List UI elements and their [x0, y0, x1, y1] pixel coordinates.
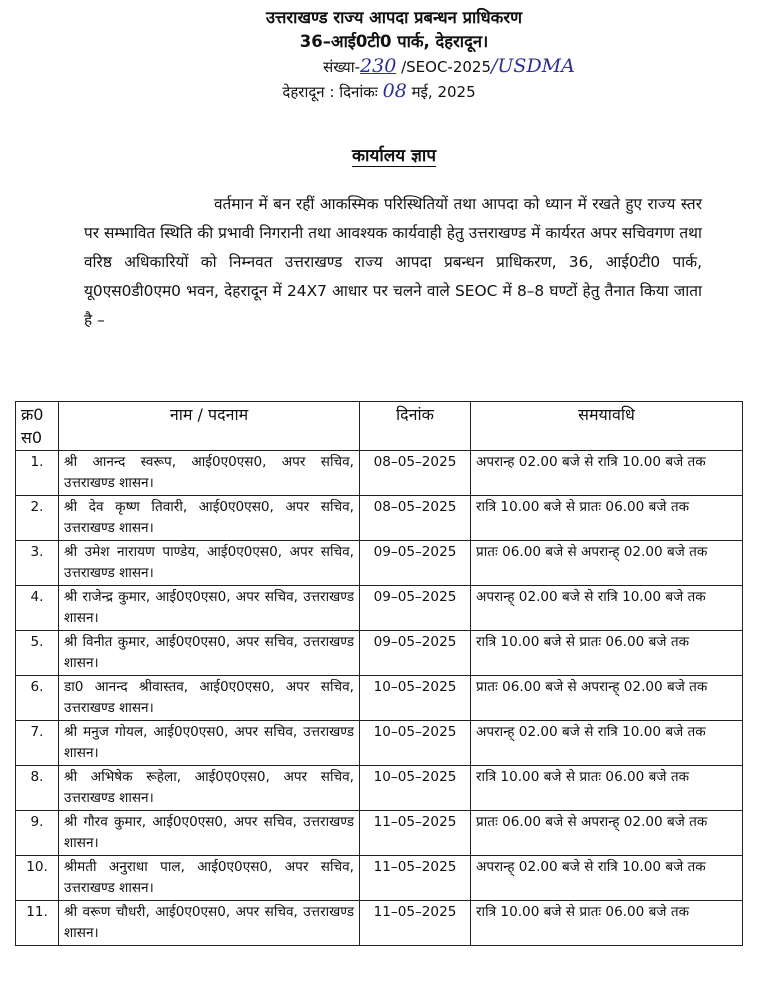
table-body: [16, 451, 743, 946]
table-row: [16, 901, 743, 946]
table-row: [16, 451, 743, 496]
table-row: [16, 631, 743, 676]
col-header-date: दिनांक: [360, 402, 471, 451]
body-paragraph: वर्तमान में बन रहीं आकस्मिक परिस्थितियों तथा आपदा को ध्यान में रखते हुए राज्य स्तर पर सम्भावित स्थिति की प्रभावी निगरानी तथा आवश्यक कार्यवाही हेतु उत्तराखण्ड में कार्यरत अपर सचिवगण तथा वरिष्ठ अधिकारियों को निम्नवत उत्तराखण्ड राज्य आपदा प्रबन्धन प्राधिकरण, 36, आई0टी0 पार्क, यू0एस0डी0एम0 भवन, देहरादून में 24X7 आधार पर चलने वाले SEOC में 8–8 घण्टों हेतु तैनात किया जाता है –: [84, 195, 702, 329]
date-cell: 10–05–2025: [360, 766, 471, 811]
col-header-name: नाम / पदनाम: [59, 402, 360, 451]
serial-cell: 6.: [16, 676, 59, 721]
serial-cell: 2.: [16, 496, 59, 541]
name-cell: श्री मनुज गोयल, आई0ए0एस0, अपर सचिव, उत्तराखण्ड शासन।: [59, 721, 360, 766]
name-cell: श्रीमती अनुराधा पाल, आई0ए0एस0, अपर सचिव, उत्तराखण्ड शासन।: [59, 856, 360, 901]
period-cell: प्रातः 06.00 बजे से अपरान्ह् 02.00 बजे तक: [471, 541, 743, 586]
date-cell: 10–05–2025: [360, 721, 471, 766]
date-cell: 09–05–2025: [360, 631, 471, 676]
period-cell: रात्रि 10.00 बजे से प्रातः 06.00 बजे तक: [471, 631, 743, 676]
date-rest: मई, 2025: [411, 83, 476, 101]
period-cell: अपरान्ह 02.00 बजे से रात्रि 10.00 बजे तक: [471, 451, 743, 496]
org-name: उत्तराखण्ड राज्य आपदा प्रबन्धन प्राधिकरण: [265, 8, 523, 27]
ref-suffix-handwritten: /USDMA: [491, 55, 575, 77]
serial-cell: 3.: [16, 541, 59, 586]
period-cell: रात्रि 10.00 बजे से प्रातः 06.00 बजे तक: [471, 496, 743, 541]
table-row: [16, 856, 743, 901]
letterhead: [0, 6, 758, 104]
serial-cell: 1.: [16, 451, 59, 496]
table-row: [16, 811, 743, 856]
ref-number-handwritten: 230: [360, 55, 397, 77]
name-cell: श्री विनीत कुमार, आई0ए0एस0, अपर सचिव, उत्तराखण्ड शासन।: [59, 631, 360, 676]
table-row: [16, 541, 743, 586]
period-cell: रात्रि 10.00 बजे से प्रातः 06.00 बजे तक: [471, 901, 743, 946]
table-row: [16, 766, 743, 811]
date-cell: 08–05–2025: [360, 451, 471, 496]
org-address: 36–आई0टी0 पार्क, देहरादून।: [299, 32, 489, 51]
serial-cell: 10.: [16, 856, 59, 901]
serial-cell: 5.: [16, 631, 59, 676]
period-cell: रात्रि 10.00 बजे से प्रातः 06.00 बजे तक: [471, 766, 743, 811]
period-cell: अपरान्ह् 02.00 बजे से रात्रि 10.00 बजे तक: [471, 856, 743, 901]
table-row: [16, 586, 743, 631]
name-cell: श्री देव कृष्ण तिवारी, आई0ए0एस0, अपर सचिव, उत्तराखण्ड शासन।: [59, 496, 360, 541]
name-cell: श्री आनन्द स्वरूप, आई0ए0एस0, अपर सचिव, उत्तराखण्ड शासन।: [59, 451, 360, 496]
name-cell: श्री अभिषेक रूहेला, आई0ए0एस0, अपर सचिव, उत्तराखण्ड शासन।: [59, 766, 360, 811]
ref-label: संख्या-: [323, 58, 361, 76]
period-cell: अपरान्ह् 02.00 बजे से रात्रि 10.00 बजे तक: [471, 586, 743, 631]
name-cell: श्री वरूण चौधरी, आई0ए0एस0, अपर सचिव, उत्तराखण्ड शासन।: [59, 901, 360, 946]
table-row: [16, 496, 743, 541]
date-cell: 09–05–2025: [360, 541, 471, 586]
date-cell: 11–05–2025: [360, 856, 471, 901]
serial-cell: 7.: [16, 721, 59, 766]
table-row: [16, 676, 743, 721]
issue-date: [0, 79, 758, 104]
date-cell: 09–05–2025: [360, 586, 471, 631]
serial-cell: 11.: [16, 901, 59, 946]
memo-title: कार्यालय ज्ञाप: [352, 146, 436, 166]
date-cell: 11–05–2025: [360, 811, 471, 856]
period-cell: अपरान्ह् 02.00 बजे से रात्रि 10.00 बजे तक: [471, 721, 743, 766]
date-cell: 08–05–2025: [360, 496, 471, 541]
serial-cell: 9.: [16, 811, 59, 856]
name-cell: श्री उमेश नारायण पाण्डेय, आई0ए0एस0, अपर सचिव, उत्तराखण्ड शासन।: [59, 541, 360, 586]
serial-cell: 8.: [16, 766, 59, 811]
period-cell: प्रातः 06.00 बजे से अपरान्ह् 02.00 बजे तक: [471, 811, 743, 856]
name-cell: श्री गौरव कुमार, आई0ए0एस0, अपर सचिव, उत्तराखण्ड शासन।: [59, 811, 360, 856]
name-cell: डा0 आनन्द श्रीवास्तव, आई0ए0एस0, अपर सचिव, उत्तराखण्ड शासन।: [59, 676, 360, 721]
date-cell: 11–05–2025: [360, 901, 471, 946]
col-header-period: समयावधि: [471, 402, 743, 451]
period-cell: प्रातः 06.00 बजे से अपरान्ह् 02.00 बजे तक: [471, 676, 743, 721]
serial-cell: 4.: [16, 586, 59, 631]
date-day-handwritten: 08: [382, 80, 407, 102]
name-cell: श्री राजेन्द्र कुमार, आई0ए0एस0, अपर सचिव, उत्तराखण्ड शासन।: [59, 586, 360, 631]
ref-code: /SEOC-2025: [401, 58, 492, 76]
duty-roster-table: [15, 401, 743, 946]
date-cell: 10–05–2025: [360, 676, 471, 721]
reference-number: [0, 54, 758, 79]
date-prefix: देहरादून : दिनांकः: [282, 83, 378, 101]
col-header-serial: क्र0 स0: [16, 402, 59, 451]
table-header-row: [16, 402, 743, 451]
table-row: [16, 721, 743, 766]
